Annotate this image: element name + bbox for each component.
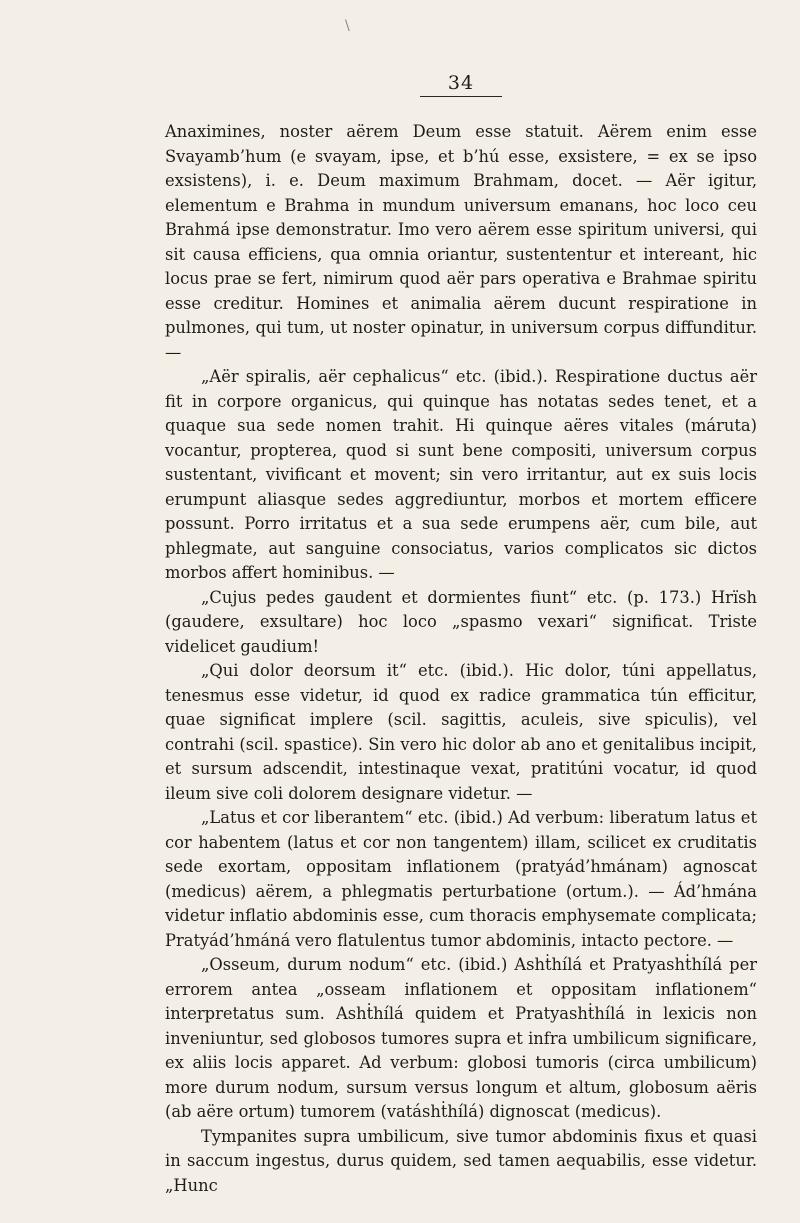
paragraph: „Aër spiralis, aër cephalicus“ etc. (ibid.). Respiratione ductus aër fit in corpore organicus, qui quinque has notatas sedes tenet, et a quaque sua sede nomen trahit. Hi quinque aëres vitales (máruta) vocantur, propterea, quod si sunt bene compositi, universum corpus sustentant, vivificant et movent; sin vero irritantur, aut ex suis locis erumpunt aliasque sedes aggrediuntur, morbos et mortem efficere possunt. Porro irritatus et a sua sede erumpens aër, cum bile, aut phlegmate, aut sanguine consociatus, varios complicatos sic dictos morbos affert hominibus. — (165, 367, 757, 582)
paragraph: „Osseum, durum nodum“ etc. (ibid.) Ashṫhílá et Pratyashṫhílá per errorem antea „osseam inflationem et oppositam inflationem“ interpretatus sum. Ashṫhílá quidem et Pratyashṫhílá in lexicis non inveniuntur, sed globosos tumores supra et infra umbilicum significare, ex aliis locis apparet. Ad verbum: globosi tumoris (circa umbilicum) more durum nodum, sursum versus longum et altum, globosum aëris (ab aëre ortum) tumorem (vatáshṫhílá) dignoscat (medicus). (165, 955, 757, 1121)
paragraph: Anaximines, noster aërem Deum esse statuit. Aërem enim esse Svayamb’hum (e svayam, ipse, et b’hú esse, exsistere, = ex se ipso exsistens), i. e. Deum maximum Brahmam, docet. — Aër igitur, elementum e Brahma in mundum universum emanans, hoc loco ceu Brahmá ipse demonstratur. Imo vero aërem esse spiritum universi, qui sit causa efficiens, qua omnia oriantur, sustententur et intereant, hic locus prae se fert, nimirum quod aër pars operativa e Brahmae spiritu esse creditur. Homines et animalia aërem ducunt respiratione in pulmones, qui tum, ut noster opinatur, in universum corpus diffunditur. — (165, 122, 757, 362)
page-header (420, 72, 502, 97)
page-number: 34 (447, 72, 475, 94)
paragraph: „Latus et cor liberantem“ etc. (ibid.) Ad verbum: liberatum latus et cor habentem (latus et cor non tangentem) illam, scilicet ex cruditatis sede exortam, oppositam inflationem (pratyád’hmánam) agnoscat (medicus) aërem, a phlegmatis perturbatione (ortum.). — Ád’hmána videtur inflatio abdominis esse, cum thoracis emphysemate complicata; Pratyád’hmáná vero flatulentus tumor abdominis, intacto pectore. — (165, 808, 757, 950)
body-text (165, 120, 757, 1198)
paragraph: „Qui dolor deorsum it“ etc. (ibid.). Hic dolor, túni appellatus, tenesmus esse videtur, id quod ex radice grammatica tún efficitur, quae significat implere (scil. sagittis, aculeis, sive spiculis), vel contrahi (scil. spastice). Sin vero hic dolor ab ano et genitalibus incipit, et sursum adscendit, intestinaque vexat, pratitúni vocatur, id quod ileum sive coli dolorem designare videtur. — (165, 661, 757, 803)
paragraph: Tympanites supra umbilicum, sive tumor abdominis fixus et quasi in saccum ingestus, durus quidem, sed tamen aequabilis, esse videtur. „Hunc (165, 1126, 757, 1195)
scan-mark: \ (345, 18, 350, 34)
paragraph: „Cujus pedes gaudent et dormientes fiunt“ etc. (p. 173.) Hrïsh (gaudere, exsultare) hoc loco „spasmo vexari“ significat. Triste videlicet gaudium! (165, 587, 757, 656)
